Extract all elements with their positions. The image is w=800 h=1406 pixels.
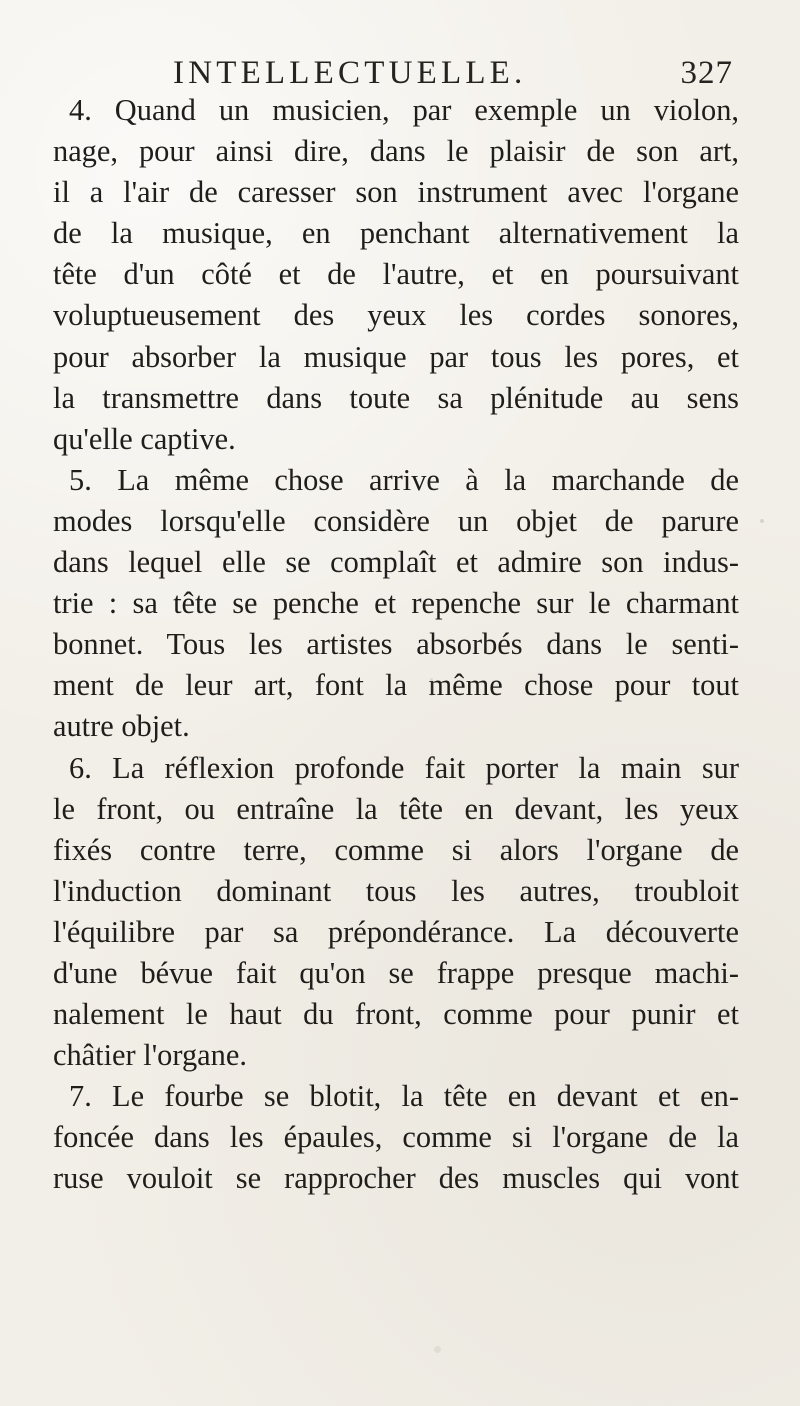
paragraph-5-line-6: ment de leur art, font la même chose pour tout xyxy=(53,668,739,703)
paragraph-5-line-7: autre objet. xyxy=(53,709,190,744)
paragraph-6-line-5: l'équilibre par sa prépondérance. La découverte xyxy=(53,914,739,949)
paragraph-4-line-4: de la musique, en penchant alternativement la xyxy=(53,216,739,251)
paragraph-7-line-3: ruse vouloit se rapprocher des muscles qui vont xyxy=(53,1161,739,1196)
paragraph-4-line-7: pour absorber la musique par tous les pores, et xyxy=(53,339,739,374)
paragraph-6-line-1: 6. La réflexion profonde fait porter la main sur xyxy=(69,750,739,785)
paper-speck xyxy=(430,678,433,696)
paragraph-4-line-1: 4. Quand un musicien, par exemple un violon, xyxy=(69,93,739,127)
body-text xyxy=(53,90,739,1200)
paragraph-5-line-4: trie : sa tête se penche et repenche sur le charmant xyxy=(53,586,739,621)
paragraph-6-line-3: fixés contre terre, comme si alors l'organe de xyxy=(53,832,739,867)
paragraph-6-line-4: l'induction dominant tous les autres, troubloit xyxy=(53,873,739,908)
paragraph-6-line-7: nalement le haut du front, comme pour punir et xyxy=(53,997,739,1032)
paragraph-6-line-2: le front, ou entraîne la tête en devant, les yeux xyxy=(53,791,739,826)
paragraph-6-line-8: châtier l'organe. xyxy=(53,1038,247,1073)
paragraph-4-line-2: nage, pour ainsi dire, dans le plaisir de son art, xyxy=(53,134,739,169)
page-number: 327 xyxy=(680,55,733,91)
running-title: INTELLECTUELLE. xyxy=(173,55,527,91)
paragraph-4-line-9: qu'elle captive. xyxy=(53,421,236,456)
paper-speck xyxy=(760,519,764,523)
paragraph-7-line-1: 7. Le fourbe se blotit, la tête en devant et en- xyxy=(69,1079,739,1114)
paragraph-7-line-2: foncée dans les épaules, comme si l'organe de la xyxy=(53,1120,739,1155)
paragraph-4-line-6: voluptueusement des yeux les cordes sonores, xyxy=(53,298,739,333)
paragraph-4-line-8: la transmettre dans toute sa plénitude au sens xyxy=(53,380,739,415)
paragraph-5-line-3: dans lequel elle se complaît et admire son indus- xyxy=(53,545,739,580)
paragraph-5-line-5: bonnet. Tous les artistes absorbés dans le senti- xyxy=(53,627,739,662)
paragraph-5-line-2: modes lorsqu'elle considère un objet de parure xyxy=(53,503,739,538)
paragraph-4-line-3: il a l'air de caresser son instrument avec l'organe xyxy=(53,175,739,210)
paragraph-5-line-1: 5. La même chose arrive à la marchande de xyxy=(69,462,739,497)
paragraph-4-line-5: tête d'un côté et de l'autre, et en poursuivant xyxy=(53,257,739,292)
paragraph-6-line-6: d'une bévue fait qu'on se frappe presque machi- xyxy=(53,955,739,990)
paper-speck xyxy=(434,1346,441,1353)
